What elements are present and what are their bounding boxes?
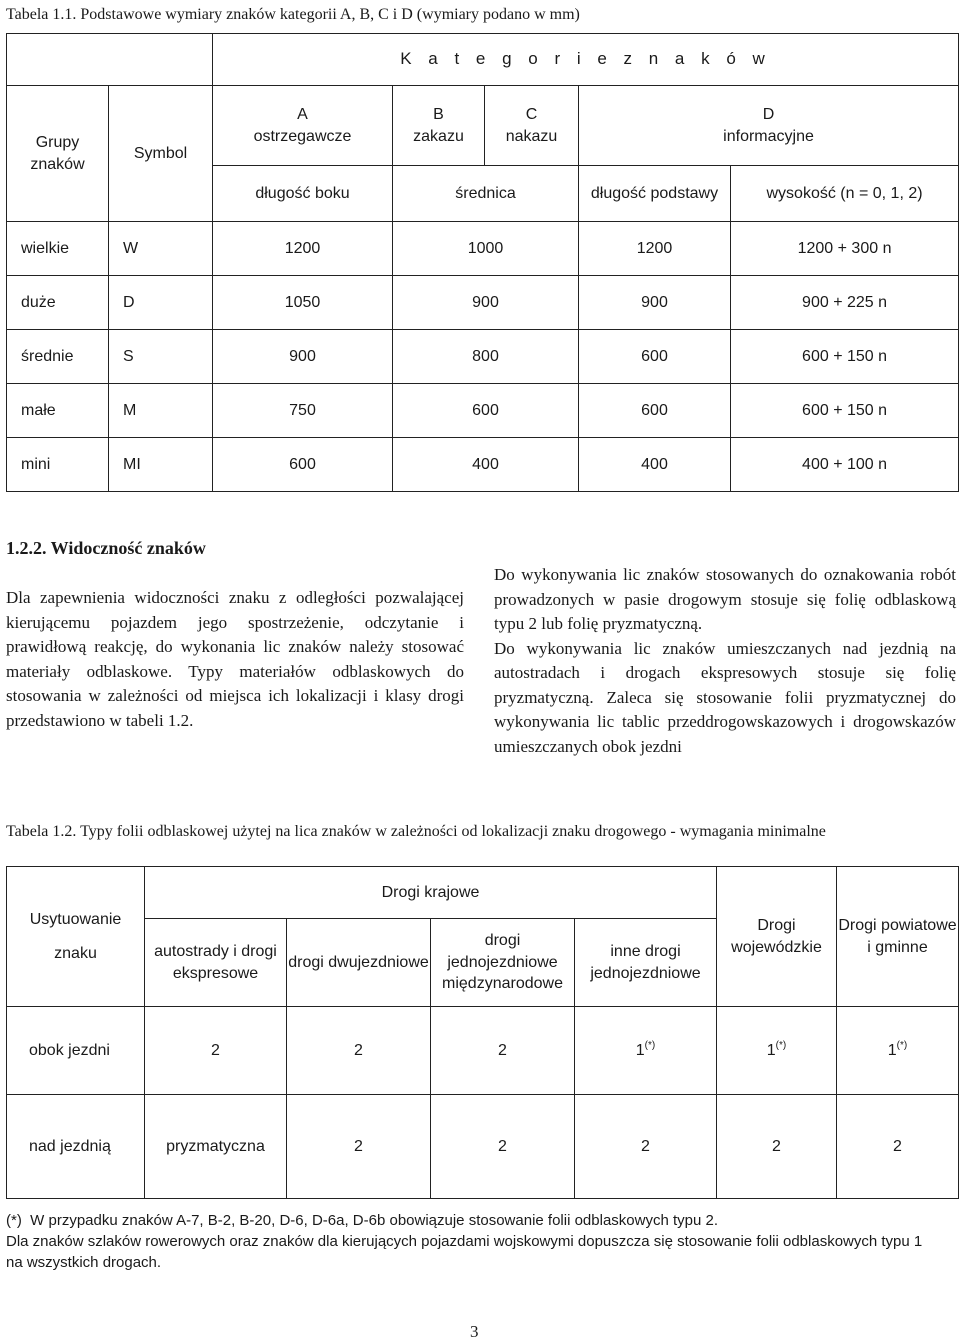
- table-row: [7, 276, 959, 330]
- row-cell-c: 600: [579, 384, 731, 438]
- row-cell: 2: [431, 1007, 575, 1095]
- table-1-dim-d: wysokość (n = 0, 1, 2): [731, 166, 959, 222]
- paragraph: Dla zapewnienia widoczności znaku z odległości pozwalającej kierującemu pojazdem jego spostrzeżenie, odczytanie i prawidłową reakcję, do wykonania lic znaków należy stosować materiały odblaskowe. Typy materiałów odblaskowych do stosowania w zależności od miejsca ich lokalizacji i klasy drogi przedstawiono w tabeli 1.2.: [6, 588, 464, 730]
- section-heading: 1.2.2. Widoczność znaków: [6, 538, 206, 558]
- table-1-blank-corner: [7, 34, 213, 86]
- row-cell-c: 600: [579, 330, 731, 384]
- row-cell: 1(*): [837, 1007, 959, 1095]
- table-1-dimensions: [6, 33, 959, 492]
- table-1-cat-d-header: D informacyjne: [579, 86, 959, 166]
- table-2-wojewodzkie-header: Drogi wojewódzkie: [717, 867, 837, 1007]
- table-1-symbol-header: Symbol: [109, 86, 213, 222]
- left-column-text: [6, 586, 464, 733]
- row-cell: 1(*): [717, 1007, 837, 1095]
- row-symbol: W: [109, 222, 213, 276]
- row-label: obok jezdni: [7, 1007, 145, 1095]
- row-cell-b: 600: [393, 384, 579, 438]
- row-cell-d: 600 + 150 n: [731, 330, 959, 384]
- table-1-groups-header: Grupy znaków: [7, 86, 109, 222]
- row-symbol: D: [109, 276, 213, 330]
- row-cell-b: 800: [393, 330, 579, 384]
- row-cell-b: 900: [393, 276, 579, 330]
- row-cell: 2: [717, 1095, 837, 1199]
- row-group: średnie: [7, 330, 109, 384]
- footnote-mark: (*): [775, 1040, 787, 1052]
- table-row: [7, 1007, 959, 1095]
- footnote-line-3: na wszystkich drogach.: [6, 1254, 162, 1271]
- row-cell: 2: [287, 1007, 431, 1095]
- table-1-dim-bc: średnica: [393, 166, 579, 222]
- row-cell-a: 1050: [213, 276, 393, 330]
- footnote-mark: (*): [644, 1040, 656, 1052]
- row-cell-a: 1200: [213, 222, 393, 276]
- row-cell-d: 400 + 100 n: [731, 438, 959, 492]
- footnote-line-2: Dla znaków szlaków rowerowych oraz znaków dla kierujących pojazdami wojskowymi dopuszcza się stosowanie folii odblaskowych typu 1: [6, 1233, 923, 1250]
- table-2-caption: Tabela 1.2. Typy folii odblaskowej użytej na lica znaków w zależności od lokalizacji znaku drogowego - wymagania minimalne: [6, 823, 826, 840]
- footnote-mark: (*): [896, 1040, 908, 1052]
- row-group: duże: [7, 276, 109, 330]
- row-cell-b: 400: [393, 438, 579, 492]
- table-1-cat-c-header: C nakazu: [485, 86, 579, 166]
- row-cell: 2: [431, 1095, 575, 1199]
- row-symbol: M: [109, 384, 213, 438]
- paragraph: Do wykonywania lic znaków stosowanych do oznakowania robót prowadzonych w pasie drogowym stosuje się folię odblaskową typu 2 lub folię pryzmatyczną.: [494, 565, 956, 633]
- footnote-line-1: (*) W przypadku znaków A-7, B-2, B-20, D-6, D-6a, D-6b obowiązuje stosowanie folii odblaskowych typu 2.: [6, 1212, 718, 1229]
- row-cell: 2: [287, 1095, 431, 1199]
- table-1-caption: Tabela 1.1. Podstawowe wymiary znaków kategorii A, B, C i D (wymiary podano w mm): [6, 6, 580, 23]
- row-cell: 2: [837, 1095, 959, 1199]
- table-row: [7, 222, 959, 276]
- footnote: [6, 1210, 956, 1273]
- row-group: mini: [7, 438, 109, 492]
- table-row: [7, 330, 959, 384]
- row-cell-c: 400: [579, 438, 731, 492]
- row-cell-a: 750: [213, 384, 393, 438]
- table-1-cat-a-header: A ostrzegawcze: [213, 86, 393, 166]
- table-2-powiatowe-header: Drogi powiatowe i gminne: [837, 867, 959, 1007]
- row-cell-d: 900 + 225 n: [731, 276, 959, 330]
- table-2-foil-types: [6, 866, 959, 1199]
- row-cell-c: 1200: [579, 222, 731, 276]
- row-group: małe: [7, 384, 109, 438]
- table-2-sub-4: inne drogi jednojezdniowe: [575, 919, 717, 1007]
- table-2-sub-3: drogi jednojezdniowe międzynarodowe: [431, 919, 575, 1007]
- row-group: wielkie: [7, 222, 109, 276]
- row-cell-c: 900: [579, 276, 731, 330]
- row-symbol: MI: [109, 438, 213, 492]
- table-1-cat-b-header: B zakazu: [393, 86, 485, 166]
- table-row: [7, 438, 959, 492]
- table-2-location-header: Usytuowanie znaku: [7, 867, 145, 1007]
- table-row: [7, 384, 959, 438]
- row-cell-d: 1200 + 300 n: [731, 222, 959, 276]
- row-cell: 2: [575, 1095, 717, 1199]
- table-2-drogi-krajowe: Drogi krajowe: [145, 867, 717, 919]
- row-cell-d: 600 + 150 n: [731, 384, 959, 438]
- table-1-dim-c: długość podstawy: [579, 166, 731, 222]
- row-label: nad jezdnią: [7, 1095, 145, 1199]
- row-cell: pryzmatyczna: [145, 1095, 287, 1199]
- table-1-kategorie-header: K a t e g o r i e z n a k ó w: [213, 34, 959, 86]
- page-number: 3: [470, 1322, 479, 1341]
- table-1-dim-a: długość boku: [213, 166, 393, 222]
- row-cell: 1(*): [575, 1007, 717, 1095]
- table-row: [7, 1095, 959, 1199]
- right-column-text: [494, 563, 956, 759]
- row-cell: 2: [145, 1007, 287, 1095]
- row-symbol: S: [109, 330, 213, 384]
- table-2-sub-1: autostrady i drogi ekspresowe: [145, 919, 287, 1007]
- row-cell-a: 900: [213, 330, 393, 384]
- table-2-sub-2: drogi dwujezdniowe: [287, 919, 431, 1007]
- row-cell-b: 1000: [393, 222, 579, 276]
- row-cell-a: 600: [213, 438, 393, 492]
- paragraph: Do wykonywania lic znaków umieszczanych nad jezdnią na autostradach i drogach ekspresowych stosuje się folię pryzmatyczną. Zaleca się stosowanie folii pryzmatycznej do wykonywania lic tablic przeddrogowskazowych i drogowskazów umieszczanych obok jezdni: [494, 638, 956, 756]
